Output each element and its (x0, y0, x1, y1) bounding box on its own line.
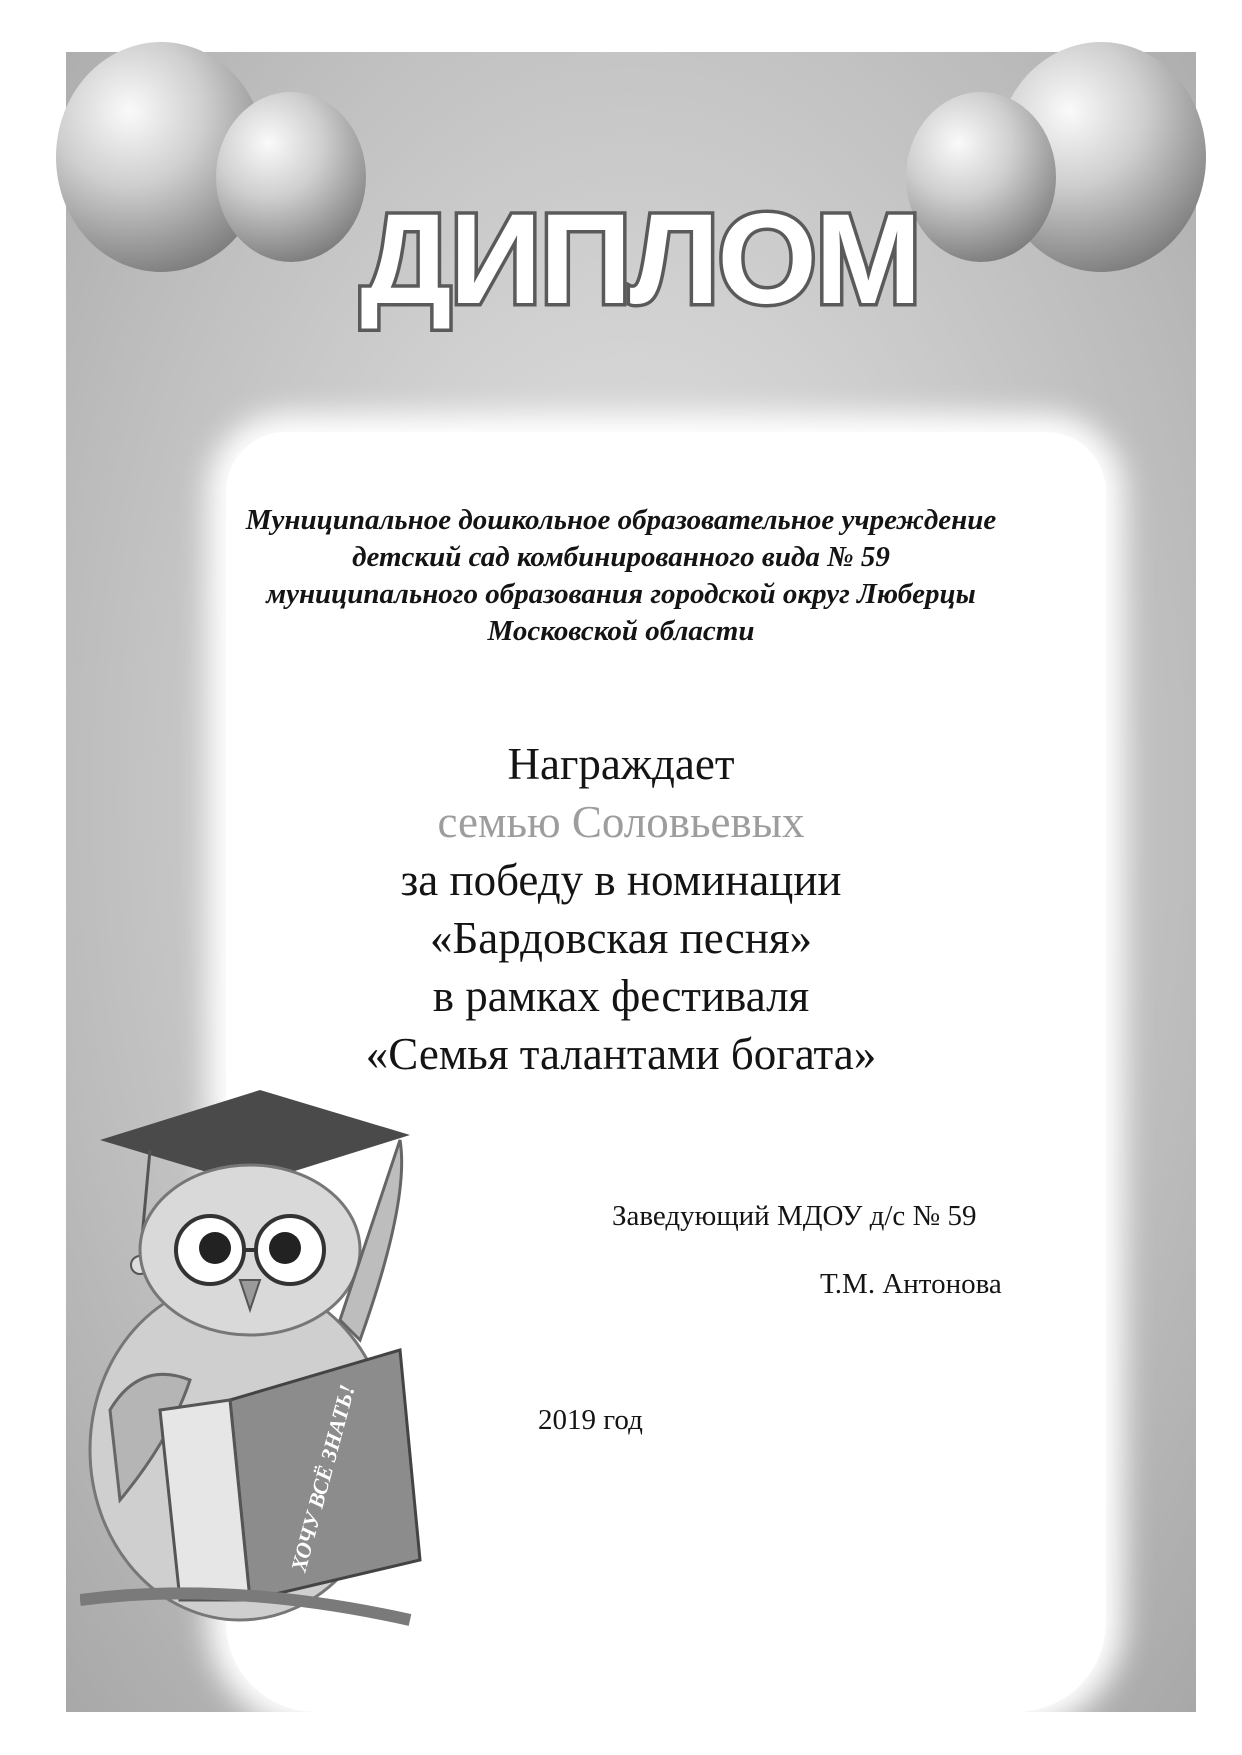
owl-pupil-left (199, 1232, 231, 1264)
owl-pupil-right (269, 1232, 301, 1264)
awards-label: Награждает (507, 739, 735, 789)
signatory-title: Заведующий МДОУ д/с № 59 (612, 1200, 977, 1232)
diploma-title-text: ДИПЛОМ (360, 188, 920, 331)
award-reason-line: «Семья талантами богата» (365, 1029, 877, 1079)
award-year: 2019 год (538, 1404, 643, 1436)
diploma-title (300, 185, 980, 335)
organization-line: Муниципальное дошкольное образовательное учреждение (245, 504, 997, 536)
award-reason-line: в рамках фестиваля (432, 971, 810, 1021)
award-text (0, 735, 1242, 1083)
organization-line: детский сад комбинированного вида № 59 (352, 541, 890, 573)
award-reason-line: за победу в номинации (400, 855, 842, 905)
signatory-name: Т.М. Антонова (820, 1268, 1002, 1300)
organization-name (0, 502, 1242, 650)
owl-illustration (80, 1080, 460, 1640)
organization-line: Московской области (487, 615, 755, 647)
organization-line: муниципального образования городской округ Люберцы (266, 578, 976, 610)
recipient-name: семью Соловьевых (437, 797, 805, 847)
award-reason-line: «Бардовская песня» (429, 913, 813, 963)
book-cover-text: ХОЧУ ВСЁ ЗНАТЬ! (285, 1381, 360, 1575)
